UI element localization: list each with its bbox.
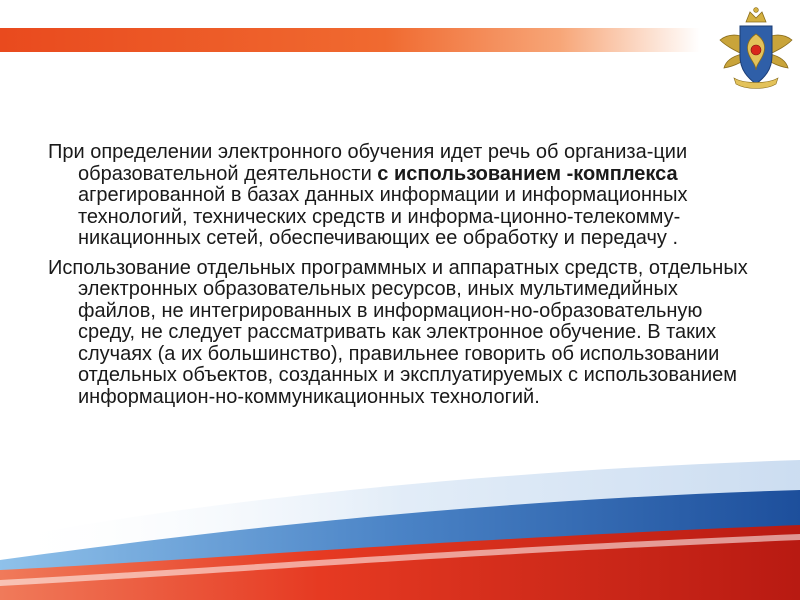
bottom-decorative-waves	[0, 430, 800, 600]
paragraph-1-text-before: При определении электронного обучения идет речь об организа-ции образовательной деятельности	[48, 141, 688, 185]
paragraph-1-text-after: агрегированной в базах данных информации и информационных технологий, технических средств и информа-ционно-телекомму-никационных сетей, обеспечивающих ее обработку и передачу .	[78, 184, 688, 249]
paragraph-1	[48, 142, 760, 250]
top-orange-stripe	[0, 28, 700, 52]
coat-of-arms-emblem-icon	[716, 4, 796, 90]
paragraph-2: Использование отдельных программных и аппаратных средств, отдельных электронных образовательных ресурсов, иных мультимедийных файлов, не интегрированных в информацион-но-образовательную среду, не следует рассматривать как электронное обучение. В таких случаях (а их большинство), правильнее говорить об использовании отдельных объектов, созданных и эксплуатируемых с использованием информацион-но-коммуникационных технологий.	[48, 256, 748, 408]
paragraph-1-text-bold: с использованием -комплекса	[377, 162, 678, 185]
slide-body-text	[48, 142, 760, 416]
